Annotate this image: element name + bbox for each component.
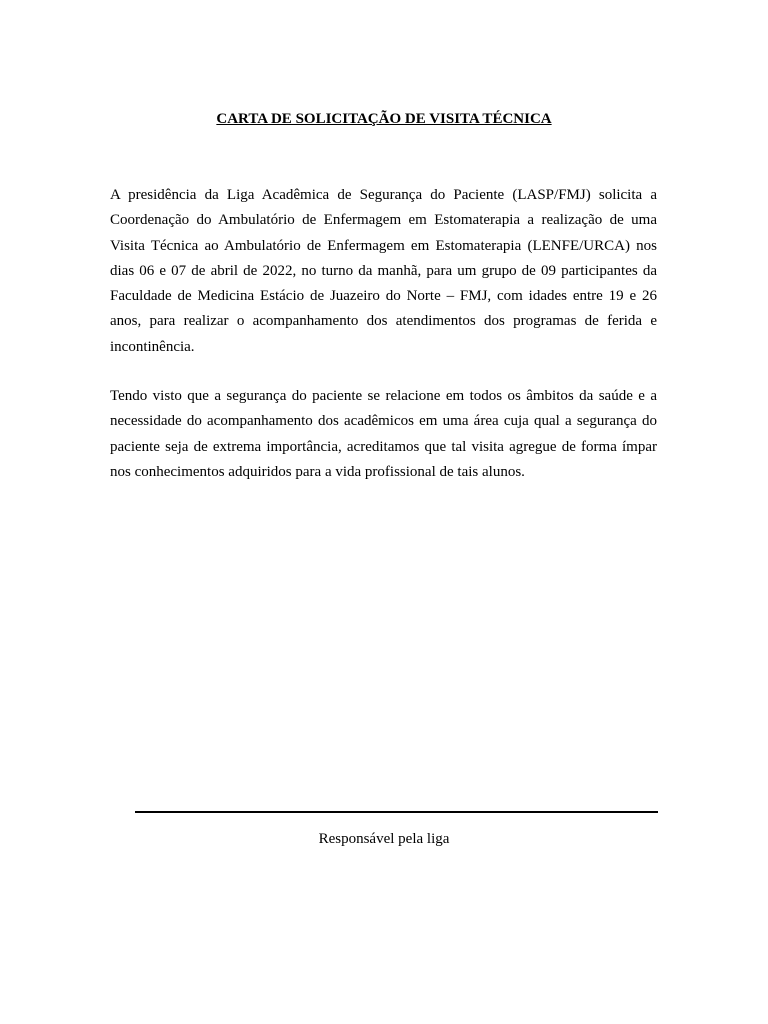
signature-label: Responsável pela liga	[318, 831, 450, 847]
document-title: CARTA DE SOLICITAÇÃO DE VISITA TÉCNICA	[216, 111, 552, 127]
body-paragraph-justification: Tendo visto que a segurança do paciente se relacione em todos os âmbitos da saúde e a necessidade do acompanhamento dos acadêmicos em uma área cuja qual a segurança do paciente seja de extrema importância, acreditamos que tal visita agregue de forma ímpar nos conhecimentos adquiridos para a vida profissional de tais alunos.	[110, 388, 657, 480]
body-paragraph-request: A presidência da Liga Acadêmica de Segurança do Paciente (LASP/FMJ) solicita a Coordenação do Ambulatório de Enfermagem em Estomaterapia a realização de uma Visita Técnica ao Ambulatório de Enfermagem em Estomaterapia (LENFE/URCA) nos dias 06 e 07 de abril de 2022, no turno da manhã, para um grupo de 09 participantes da Faculdade de Medicina Estácio de Juazeiro do Norte – FMJ, com idades entre 19 e 26 anos, para realizar o acompanhamento dos atendimentos dos programas de ferida e incontinência.	[110, 187, 657, 355]
signature-line	[135, 811, 658, 813]
